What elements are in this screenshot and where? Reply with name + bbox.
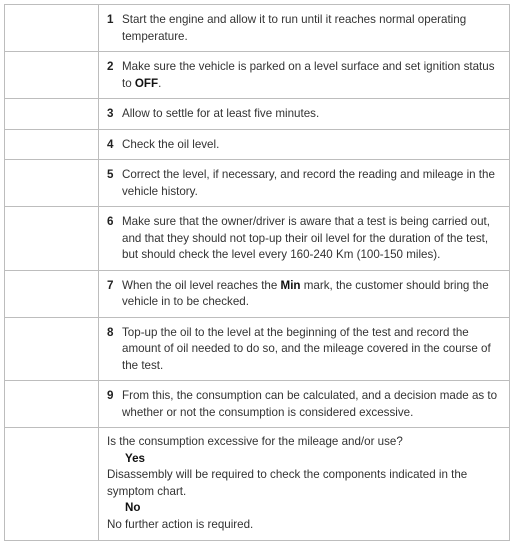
- step-text-part: When the oil level reaches the: [122, 278, 281, 292]
- step-cell: [99, 207, 510, 271]
- step-cell: [99, 52, 510, 99]
- yes-label: Yes: [125, 451, 145, 465]
- table-row: [5, 317, 510, 381]
- yes-text: Disassembly will be required to check the components indicated in the symptom chart.: [107, 468, 468, 498]
- step-6: [107, 214, 501, 264]
- table-row: [5, 52, 510, 99]
- step-cell: [99, 99, 510, 130]
- step-text-part: .: [158, 76, 162, 90]
- step-text: Start the engine and allow it to run until it reaches normal operating temperature.: [122, 13, 467, 43]
- step-1: [107, 12, 501, 45]
- step-3: [107, 106, 501, 123]
- table-row: [5, 381, 510, 428]
- left-cell: [5, 317, 99, 381]
- decision-cell: [99, 428, 510, 541]
- table-row: [5, 428, 510, 541]
- step-text-part: mark, the customer should bring the vehicle in to be checked.: [122, 278, 489, 308]
- no-label: No: [125, 501, 141, 514]
- step-number: 3: [107, 107, 114, 120]
- table-row: [5, 270, 510, 317]
- step-text: [122, 278, 501, 311]
- step-4: [107, 137, 501, 154]
- left-cell: [5, 99, 99, 130]
- ignition-status-value: OFF: [134, 76, 159, 90]
- left-cell: [5, 5, 99, 52]
- step-7: [107, 278, 501, 311]
- step-number: 1: [107, 13, 114, 26]
- left-cell: [5, 129, 99, 160]
- step-cell: [99, 160, 510, 207]
- step-9: [107, 388, 501, 421]
- table-row: [5, 5, 510, 52]
- step-cell: [99, 129, 510, 160]
- left-cell: [5, 428, 99, 541]
- step-5: [107, 167, 501, 200]
- step-cell: [99, 5, 510, 52]
- step-cell: [99, 270, 510, 317]
- step-number: 6: [107, 215, 114, 228]
- left-cell: [5, 270, 99, 317]
- step-cell: [99, 317, 510, 381]
- table-row: [5, 160, 510, 207]
- step-number: 4: [107, 137, 114, 151]
- table-row: [5, 207, 510, 271]
- step-text: [122, 59, 501, 92]
- step-8: [107, 325, 501, 375]
- step-text: Make sure that the owner/driver is aware that a test is being carried out, and that they should not top-up their oil level for the duration of the test, but should check the level every 160-240 Km (100-150 miles).: [122, 215, 490, 261]
- decision-question: Is the consumption excessive for the mileage and/or use?: [107, 435, 403, 448]
- left-cell: [5, 381, 99, 428]
- left-cell: [5, 207, 99, 271]
- left-cell: [5, 160, 99, 207]
- no-text: No further action is required.: [107, 517, 254, 531]
- step-text: Check the oil level.: [122, 137, 220, 151]
- step-number: 8: [107, 325, 114, 339]
- step-text: Top-up the oil to the level at the beginning of the test and record the amount of oil needed to do so, and the mileage covered in the course of the test.: [122, 325, 491, 372]
- step-text-part: Make sure the vehicle is parked on a level surface and set ignition status to: [122, 60, 495, 90]
- step-number: 7: [107, 278, 114, 292]
- min-mark-label: Min: [280, 278, 301, 292]
- step-cell: [99, 381, 510, 428]
- step-text: Correct the level, if necessary, and record the reading and mileage in the vehicle history.: [122, 168, 495, 198]
- table-row: [5, 129, 510, 160]
- procedure-table: [4, 4, 510, 541]
- step-number: 5: [107, 168, 114, 181]
- table-row: [5, 99, 510, 130]
- step-2: [107, 59, 501, 92]
- step-number: 2: [107, 60, 114, 73]
- step-text: Allow to settle for at least five minutes.: [122, 107, 320, 120]
- step-number: 9: [107, 389, 114, 402]
- left-cell: [5, 52, 99, 99]
- step-text: From this, the consumption can be calculated, and a decision made as to whether or not the consumption is considered excessive.: [122, 389, 498, 419]
